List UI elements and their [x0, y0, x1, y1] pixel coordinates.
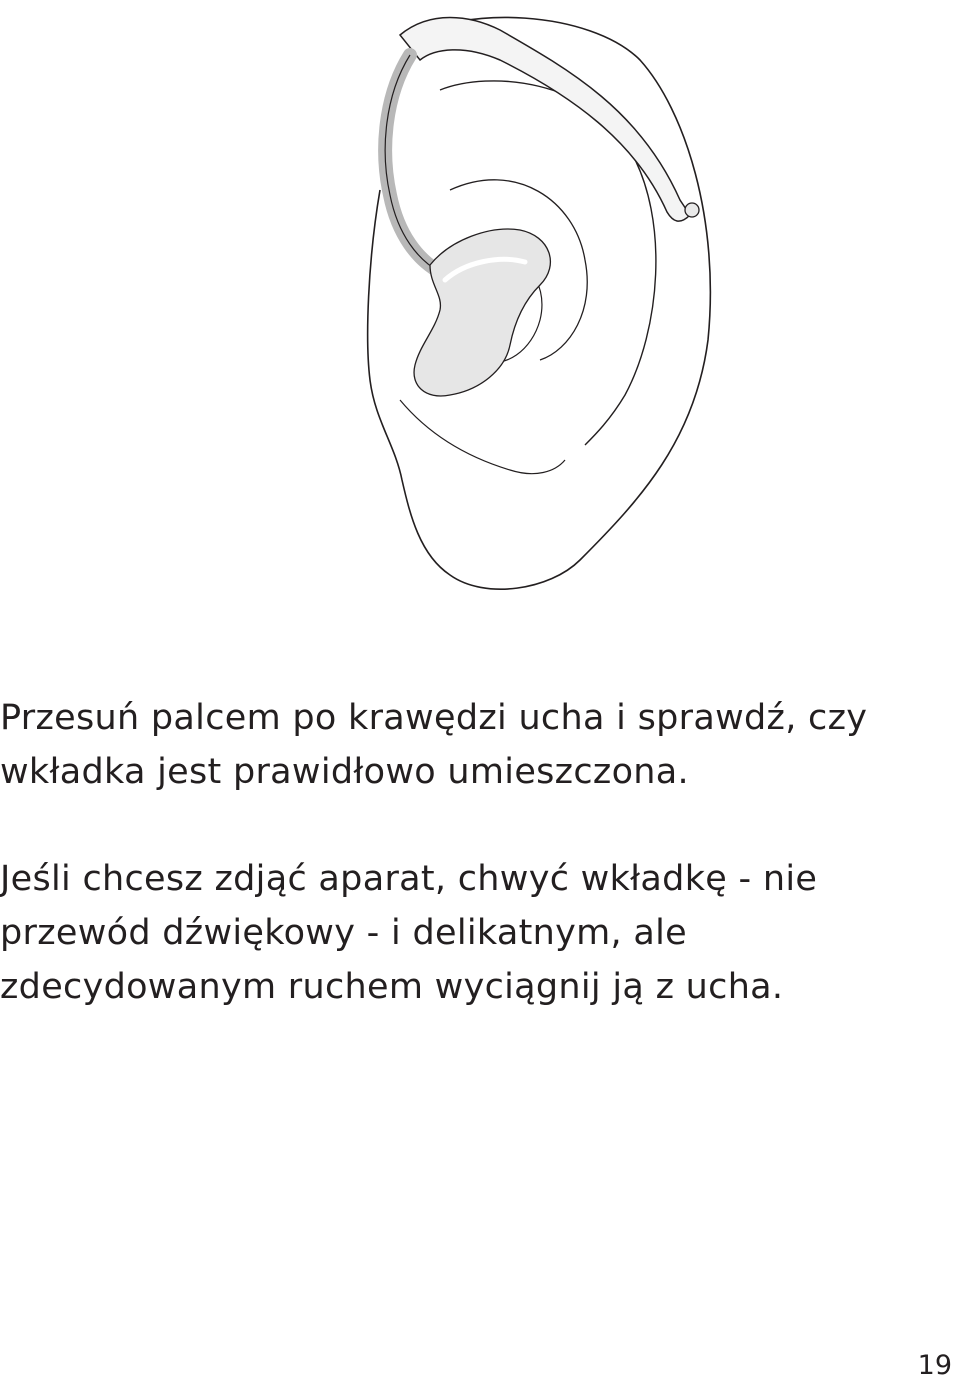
instruction-paragraph-removal — [0, 852, 817, 1014]
lobe-line — [400, 400, 565, 474]
ear-outline — [368, 17, 711, 589]
instruction-paragraph-check-fit — [0, 691, 867, 799]
hearing-aid-button — [685, 203, 699, 217]
text-line: zdecydowanym ruchem wyciągnij ją z ucha. — [0, 967, 784, 1007]
text-line: Przesuń palcem po krawędzi ucha i sprawdź, czy — [0, 698, 868, 738]
ear-hearing-aid-illustration — [340, 0, 720, 600]
sound-tube — [385, 55, 440, 272]
text-line: przewód dźwiękowy - i delikatnym, ale — [0, 913, 687, 953]
earmold — [414, 229, 550, 396]
ear-drawing — [340, 0, 720, 600]
page-number: 19 — [917, 1350, 952, 1381]
text-line: wkładka jest prawidłowo umieszczona. — [0, 752, 689, 792]
text-line: Jeśli chcesz zdjąć aparat, chwyć wkładkę - nie — [0, 859, 818, 899]
